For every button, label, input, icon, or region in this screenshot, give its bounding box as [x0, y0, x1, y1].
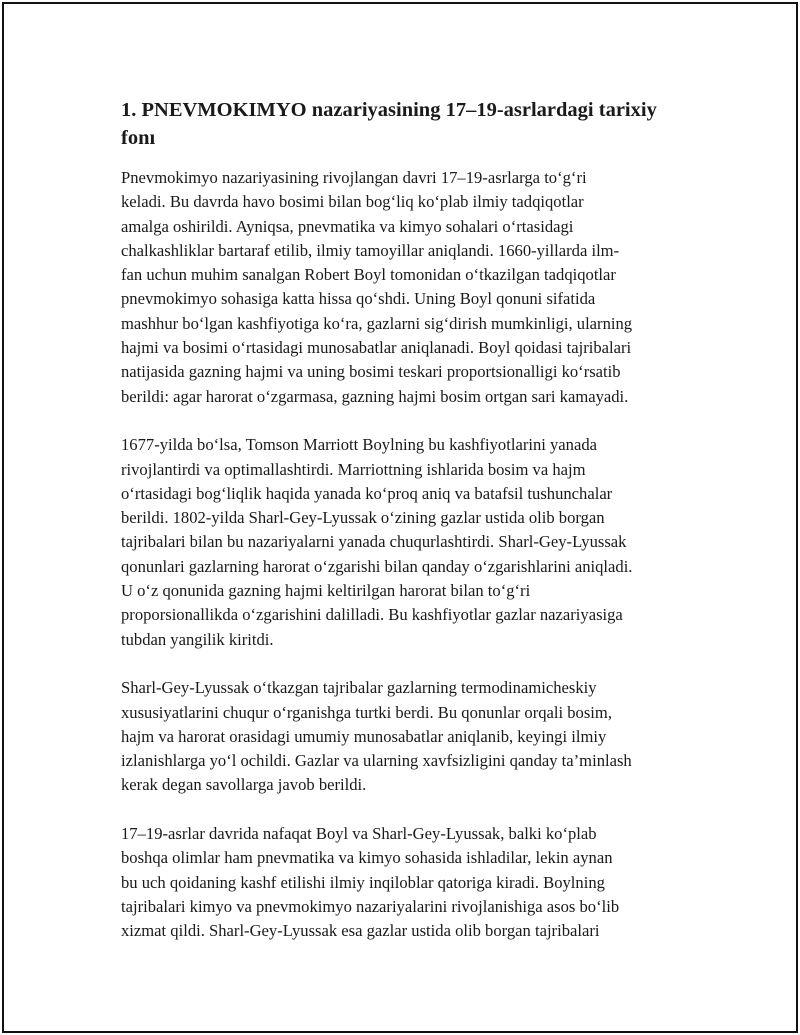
- section-heading: [121, 96, 691, 152]
- paragraph-3: [121, 676, 691, 797]
- text-line: xizmat qildi. Sharl-Gey-Lyussak esa gazlar ustida olib borgan tajribalari: [121, 921, 600, 941]
- page-frame: [2, 2, 798, 1033]
- text-line: fan uchun muhim sanalgan Robert Boyl tomonidan o‘tkazilgan tadqiqotlar: [121, 265, 616, 285]
- text-line: tajribalari bilan bu nazariyalarni yanada chuqurlashtirdi. Sharl-Gey-Lyussak: [121, 532, 627, 552]
- text-line: qonunlari gazlarning harorat o‘zgarishi bilan qanday o‘zgarishlarini aniqladi.: [121, 556, 633, 576]
- text-line: o‘rtasidagi bog‘liqlik haqida yanada ko‘proq aniq va batafsil tushunchalar: [121, 483, 613, 503]
- text-line: natijasida gazning hajmi va uning bosimi teskari proportsionalligi ko‘rsatib: [121, 362, 621, 382]
- paragraph-2: [121, 433, 691, 652]
- text-line: bu uch qoidaning kashf etilishi ilmiy inqiloblar qatoriga kiradi. Boylning: [121, 872, 605, 892]
- text-line: proporsionallikda o‘zgarishini dalilladi. Bu kashfiyotlar gazlar nazariyasiga: [121, 605, 623, 625]
- text-line: tajribalari kimyo va pnevmokimyo nazariyalarini rivojlanishiga asos bo‘lib: [121, 896, 620, 916]
- text-line: Pnevmokimyo nazariyasining rivojlangan davri 17–19-asrlarga to‘g‘ri: [121, 168, 587, 187]
- text-line: chalkashliklar bartaraf etilib, ilmiy tamoyillar aniqlandi. 1660-yillarda ilm-: [121, 240, 620, 260]
- text-line: xususiyatlarini chuqur o‘rganishga turtki berdi. Bu qonunlar orqali bosim,: [121, 702, 612, 722]
- text-line: rivojlantirdi va optimallashtirdi. Marriottning ishlarida bosim va hajm: [121, 459, 586, 479]
- heading-line: fonı: [121, 127, 156, 149]
- text-line: pnevmokimyo sohasiga katta hissa qo‘shdi. Uning Boyl qonuni sifatida: [121, 289, 596, 309]
- paragraph-4: [121, 822, 691, 943]
- document-body: [121, 96, 691, 968]
- text-line: mashhur bo‘lgan kashfiyotiga ko‘ra, gazlarni sig‘dirish mumkinligi, ularning: [121, 313, 633, 333]
- heading-line: 1. PNEVMOKIMYO nazariyasining 17–19-asrlardagi tarixiy: [121, 99, 657, 121]
- paragraph-1: [121, 166, 691, 409]
- text-line: izlanishlarga yo‘l ochildi. Gazlar va ularning xavfsizligini qanday ta’minlash: [121, 751, 632, 771]
- text-line: U o‘z qonunida gazning hajmi keltirilgan harorat bilan to‘g‘ri: [121, 581, 531, 601]
- text-line: amalga oshirildi. Ayniqsa, pnevmatika va kimyo sohalari o‘rtasidagi: [121, 216, 574, 236]
- text-line: 17–19-asrlar davrida nafaqat Boyl va Sharl-Gey-Lyussak, balki ko‘plab: [121, 824, 597, 844]
- text-line: hajm va harorat orasidagi umumiy munosabatlar aniqlanib, keyingi ilmiy: [121, 726, 607, 746]
- text-line: keladi. Bu davrda havo bosimi bilan bog‘liq ko‘plab ilmiy tadqiqotlar: [121, 192, 584, 212]
- text-line: kerak degan savollarga javob berildi.: [121, 775, 367, 795]
- text-line: tubdan yangilik kiritdi.: [121, 629, 274, 649]
- text-line: hajmi va bosimi o‘rtasidagi munosabatlar aniqlanadi. Boyl qoidasi tajribalari: [121, 338, 632, 358]
- text-line: Sharl-Gey-Lyussak o‘tkazgan tajribalar gazlarning termodinamicheskiy: [121, 678, 597, 698]
- text-line: berildi. 1802-yilda Sharl-Gey-Lyussak o‘zining gazlar ustida olib borgan: [121, 508, 605, 528]
- text-line: boshqa olimlar ham pnevmatika va kimyo sohasida ishladilar, lekin aynan: [121, 848, 613, 868]
- text-line: berildi: agar harorat o‘zgarmasa, gazning hajmi bosim ortgan sari kamayadi.: [121, 386, 629, 406]
- text-line: 1677-yilda bo‘lsa, Tomson Marriott Boylning bu kashfiyotlarini yanada: [121, 435, 597, 455]
